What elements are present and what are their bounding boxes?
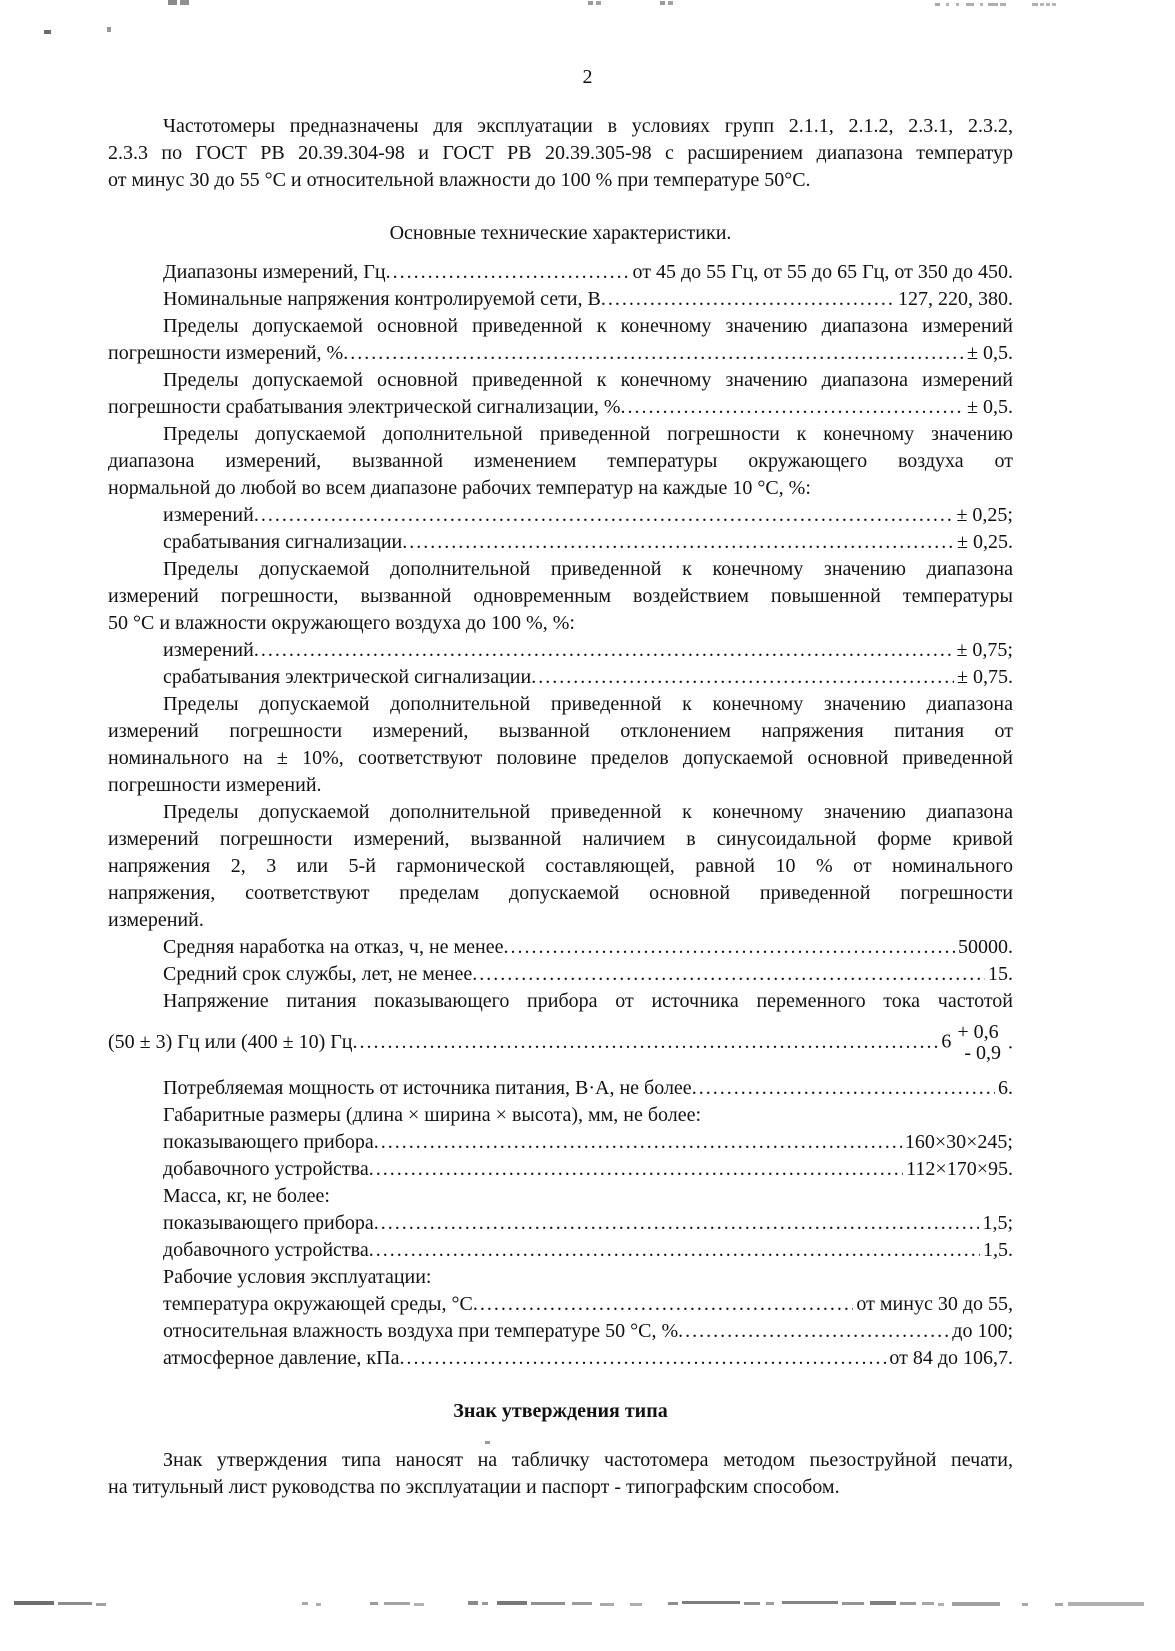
spec-value: 127, 220, 380. xyxy=(898,288,1013,310)
document-body xyxy=(108,113,1013,1501)
spec-line xyxy=(108,394,1013,421)
dot-leader xyxy=(369,1156,903,1183)
spec-line xyxy=(108,1291,1013,1318)
text-line: погрешности измерений. xyxy=(108,774,322,796)
scan-mark xyxy=(668,1,673,5)
scan-mark xyxy=(682,1601,740,1604)
spec-line xyxy=(108,529,1013,556)
page-number: 2 xyxy=(582,66,593,88)
paragraph xyxy=(108,1447,1013,1501)
spec-label: измерений xyxy=(163,504,254,526)
text-line: Пределы допускаемой дополнительной приведенной к конечному значению диапазона xyxy=(163,693,1013,715)
text-line: напряжения 2, 3 или 5-й гармонической составляющей, равной 10 % от номинального xyxy=(108,855,1013,877)
spec-value: ± 0,5. xyxy=(967,342,1013,364)
spec-label: добавочного устройства xyxy=(163,1239,369,1261)
spec-value: ± 0,75; xyxy=(956,639,1013,661)
scan-mark xyxy=(1032,3,1038,6)
dot-leader xyxy=(399,1345,886,1372)
scan-mark xyxy=(531,1602,565,1605)
spec-line xyxy=(108,340,1013,367)
spec-value: 160×30×245; xyxy=(904,1131,1013,1153)
text-line: Пределы допускаемой основной приведенной к конечному значению диапазона измерений xyxy=(163,315,1013,337)
spec-line xyxy=(108,286,1013,313)
spec-label: срабатывания сигнализации xyxy=(163,531,403,553)
dot-leader xyxy=(621,394,964,421)
scan-mark xyxy=(980,3,983,6)
spec-value: 6. xyxy=(998,1077,1013,1099)
scan-mark xyxy=(660,1,665,5)
paragraph xyxy=(108,113,1013,194)
section-heading: Знак утверждения типа xyxy=(453,1400,668,1422)
text-line: Знак утверждения типа наносят на табличку частотомера методом пьезоструйной печати, xyxy=(163,1449,1013,1471)
dot-leader xyxy=(601,286,895,313)
spec-value: ± 0,25; xyxy=(956,504,1013,526)
value-stack xyxy=(957,1022,1001,1064)
scan-mark xyxy=(384,1602,410,1605)
scan-mark xyxy=(744,1602,760,1605)
scan-mark xyxy=(14,1601,54,1605)
scan-mark xyxy=(107,27,111,32)
dot-leader xyxy=(473,1291,854,1318)
text-line: напряжения, соответствуют пределам допускаемой основной приведенной погрешности xyxy=(108,882,1013,904)
scan-mark xyxy=(922,1602,934,1605)
scan-mark xyxy=(1000,3,1006,6)
text-line: нормальной до любой во всем диапазоне рабочих температур на каждые 10 °С, %: xyxy=(108,477,811,499)
scan-mark xyxy=(588,1,593,5)
spec-label: атмосферное давление, кПа xyxy=(163,1347,400,1369)
spec-value: 1,5; xyxy=(982,1212,1013,1234)
scan-mark xyxy=(572,1602,592,1605)
scan-mark xyxy=(1068,1602,1144,1606)
spec-label: погрешности измерений, % xyxy=(108,342,344,364)
spec-label: температура окружающей среды, °С xyxy=(163,1293,473,1315)
text-line: Масса, кг, не более: xyxy=(163,1185,330,1207)
spec-value: от минус 30 до 55, xyxy=(856,1293,1013,1315)
text-line: Частотомеры предназначены для эксплуатации в условиях групп 2.1.1, 2.1.2, 2.3.1, 2.3.2, xyxy=(163,115,1013,137)
scan-mark xyxy=(1046,3,1050,6)
spec-value: 112×170×95. xyxy=(906,1158,1013,1180)
text-line: диапазона измерений, вызванной изменением температуры окружающего воздуха от xyxy=(108,450,1013,472)
spec-list xyxy=(108,259,1013,1372)
text-line: измерений погрешности измерений, вызванной отклонением напряжения питания от xyxy=(108,720,1013,742)
dot-leader xyxy=(353,1029,939,1056)
tolerance-base: 6 xyxy=(941,1030,952,1053)
scan-mark xyxy=(782,1601,838,1604)
section-heading: Основные технические характеристики. xyxy=(389,222,732,244)
scan-mark xyxy=(180,0,189,5)
spec-value: 15. xyxy=(988,963,1013,985)
spec-label: показывающего прибора xyxy=(163,1212,374,1234)
spec-value: ± 0,75. xyxy=(957,666,1013,688)
scan-mark xyxy=(1052,3,1056,6)
scan-mark xyxy=(966,3,974,6)
spec-line xyxy=(108,502,1013,529)
tolerance-lower: - 0,9 xyxy=(964,1042,1001,1064)
spec-value xyxy=(938,1022,1013,1064)
text-line: от минус 30 до 55 °С и относительной влажности до 100 % при температуре 50°С. xyxy=(108,169,811,191)
dot-leader xyxy=(504,934,955,961)
spec-value: 1,5. xyxy=(983,1239,1013,1261)
spec-line xyxy=(108,1015,1013,1075)
spec-label: Номинальные напряжения контролируемой сети, В xyxy=(163,288,601,310)
spec-label: Диапазоны измерений, Гц xyxy=(163,261,386,283)
scan-mark xyxy=(414,1603,424,1606)
scan-mark xyxy=(842,1602,864,1605)
text-line: Напряжение питания показывающего прибора от источника переменного тока частотой xyxy=(163,990,1013,1012)
tolerance-upper: + 0,6 xyxy=(957,1021,999,1043)
scan-mark xyxy=(497,1601,527,1605)
spec-label: срабатывания электрической сигнализации xyxy=(163,666,532,688)
scan-mark xyxy=(952,1602,1000,1606)
text-line: на титульный лист руководства по эксплуатации и паспорт - типографским способом. xyxy=(108,1476,840,1498)
dot-leader xyxy=(254,502,954,529)
scan-mark xyxy=(316,1603,321,1606)
dot-leader xyxy=(369,1237,980,1264)
spec-label: Потребляемая мощность от источника питания, В·А, не более xyxy=(163,1077,692,1099)
dot-leader xyxy=(343,340,964,367)
scan-mark xyxy=(96,1603,106,1606)
spec-label: добавочного устройства xyxy=(163,1158,369,1180)
scan-mark xyxy=(668,1602,678,1605)
scan-mark xyxy=(946,3,949,6)
spec-value: от 84 до 106,7. xyxy=(889,1347,1013,1369)
dot-leader xyxy=(678,1318,949,1345)
text-line: номинального на ± 10%, соответствуют половине пределов допускаемой основной приведенной xyxy=(108,747,1013,769)
spec-line xyxy=(108,1210,1013,1237)
spec-line xyxy=(108,934,1013,961)
spec-label: Средняя наработка на отказ, ч, не менее xyxy=(163,936,504,958)
text-line: Рабочие условия эксплуатации: xyxy=(163,1266,432,1288)
dot-leader xyxy=(386,259,630,286)
dot-leader xyxy=(402,529,954,556)
dot-leader xyxy=(374,1210,980,1237)
spec-value: ± 0,5. xyxy=(967,396,1013,418)
scan-mark xyxy=(935,3,940,6)
spec-line xyxy=(108,637,1013,664)
text-line: Пределы допускаемой основной приведенной к конечному значению диапазона измерений xyxy=(163,369,1013,391)
spec-line xyxy=(108,1129,1013,1156)
text-line: измерений погрешности измерений, вызванной наличием в синусоидальной форме кривой xyxy=(108,828,1013,850)
dot-leader xyxy=(692,1075,995,1102)
spec-label: (50 ± 3) Гц или (400 ± 10) Гц xyxy=(108,1030,353,1053)
scan-mark xyxy=(900,1602,916,1605)
spec-line xyxy=(108,961,1013,988)
spec-line xyxy=(108,664,1013,691)
text-line: Габаритные размеры (длина × ширина × высота), мм, не более: xyxy=(163,1104,702,1126)
text-line: 50 °С и влажности окружающего воздуха до 100 %, %: xyxy=(108,612,575,634)
scan-mark xyxy=(1055,1603,1063,1606)
scan-mark xyxy=(1022,1603,1028,1606)
scan-mark xyxy=(870,1601,896,1605)
text-line: Пределы допускаемой дополнительной приведенной к конечному значению диапазона xyxy=(163,801,1013,823)
scan-mark xyxy=(44,30,51,34)
spec-label: измерений xyxy=(163,639,254,661)
dot-leader xyxy=(374,1129,902,1156)
spec-line xyxy=(108,1345,1013,1372)
text-line: Пределы допускаемой дополнительной приведенной к конечному значению диапазона xyxy=(163,558,1013,580)
dot-leader xyxy=(254,637,954,664)
spec-label: показывающего прибора xyxy=(163,1131,374,1153)
spec-label: погрешности срабатывания электрической сигнализации, % xyxy=(108,396,621,418)
spec-line xyxy=(108,259,1013,286)
scan-mark xyxy=(302,1602,308,1605)
spec-line xyxy=(108,1156,1013,1183)
scan-mark xyxy=(370,1602,378,1605)
text-line: измерений погрешности, вызванной одновременным воздействием повышенной температуры xyxy=(108,585,1013,607)
spec-value: до 100; xyxy=(952,1320,1013,1342)
scan-mark xyxy=(766,1602,774,1605)
spec-label: Средний срок службы, лет, не менее xyxy=(163,963,473,985)
scan-mark xyxy=(630,1603,642,1606)
spec-line xyxy=(108,1318,1013,1345)
spec-line xyxy=(108,1237,1013,1264)
dot-leader xyxy=(472,961,985,988)
scan-mark xyxy=(596,1,601,5)
dot-leader xyxy=(531,664,954,691)
text-line: Пределы допускаемой дополнительной приведенной погрешности к конечному значению xyxy=(163,423,1013,445)
spec-value: 50000. xyxy=(958,936,1013,958)
spec-value: от 45 до 55 Гц, от 55 до 65 Гц, от 350 до 450. xyxy=(632,261,1013,283)
scan-mark xyxy=(1040,3,1044,6)
scan-mark xyxy=(468,1601,478,1605)
value-period: . xyxy=(1003,1031,1013,1054)
scan-mark xyxy=(482,1602,488,1605)
scan-mark xyxy=(938,1603,944,1606)
scan-mark xyxy=(956,3,959,6)
scan-mark xyxy=(600,1603,614,1606)
text-line: измерений. xyxy=(108,909,204,931)
scan-mark xyxy=(58,1602,92,1605)
scan-mark xyxy=(168,0,177,5)
spec-value: ± 0,25. xyxy=(957,531,1013,553)
scan-mark xyxy=(485,1441,490,1444)
scan-mark xyxy=(988,3,998,6)
spec-line xyxy=(108,1075,1013,1102)
text-line: 2.3.3 по ГОСТ РВ 20.39.304-98 и ГОСТ РВ 20.39.305-98 с расширением диапазона температур xyxy=(108,142,1013,164)
spec-label: относительная влажность воздуха при температуре 50 °С, % xyxy=(163,1320,679,1342)
